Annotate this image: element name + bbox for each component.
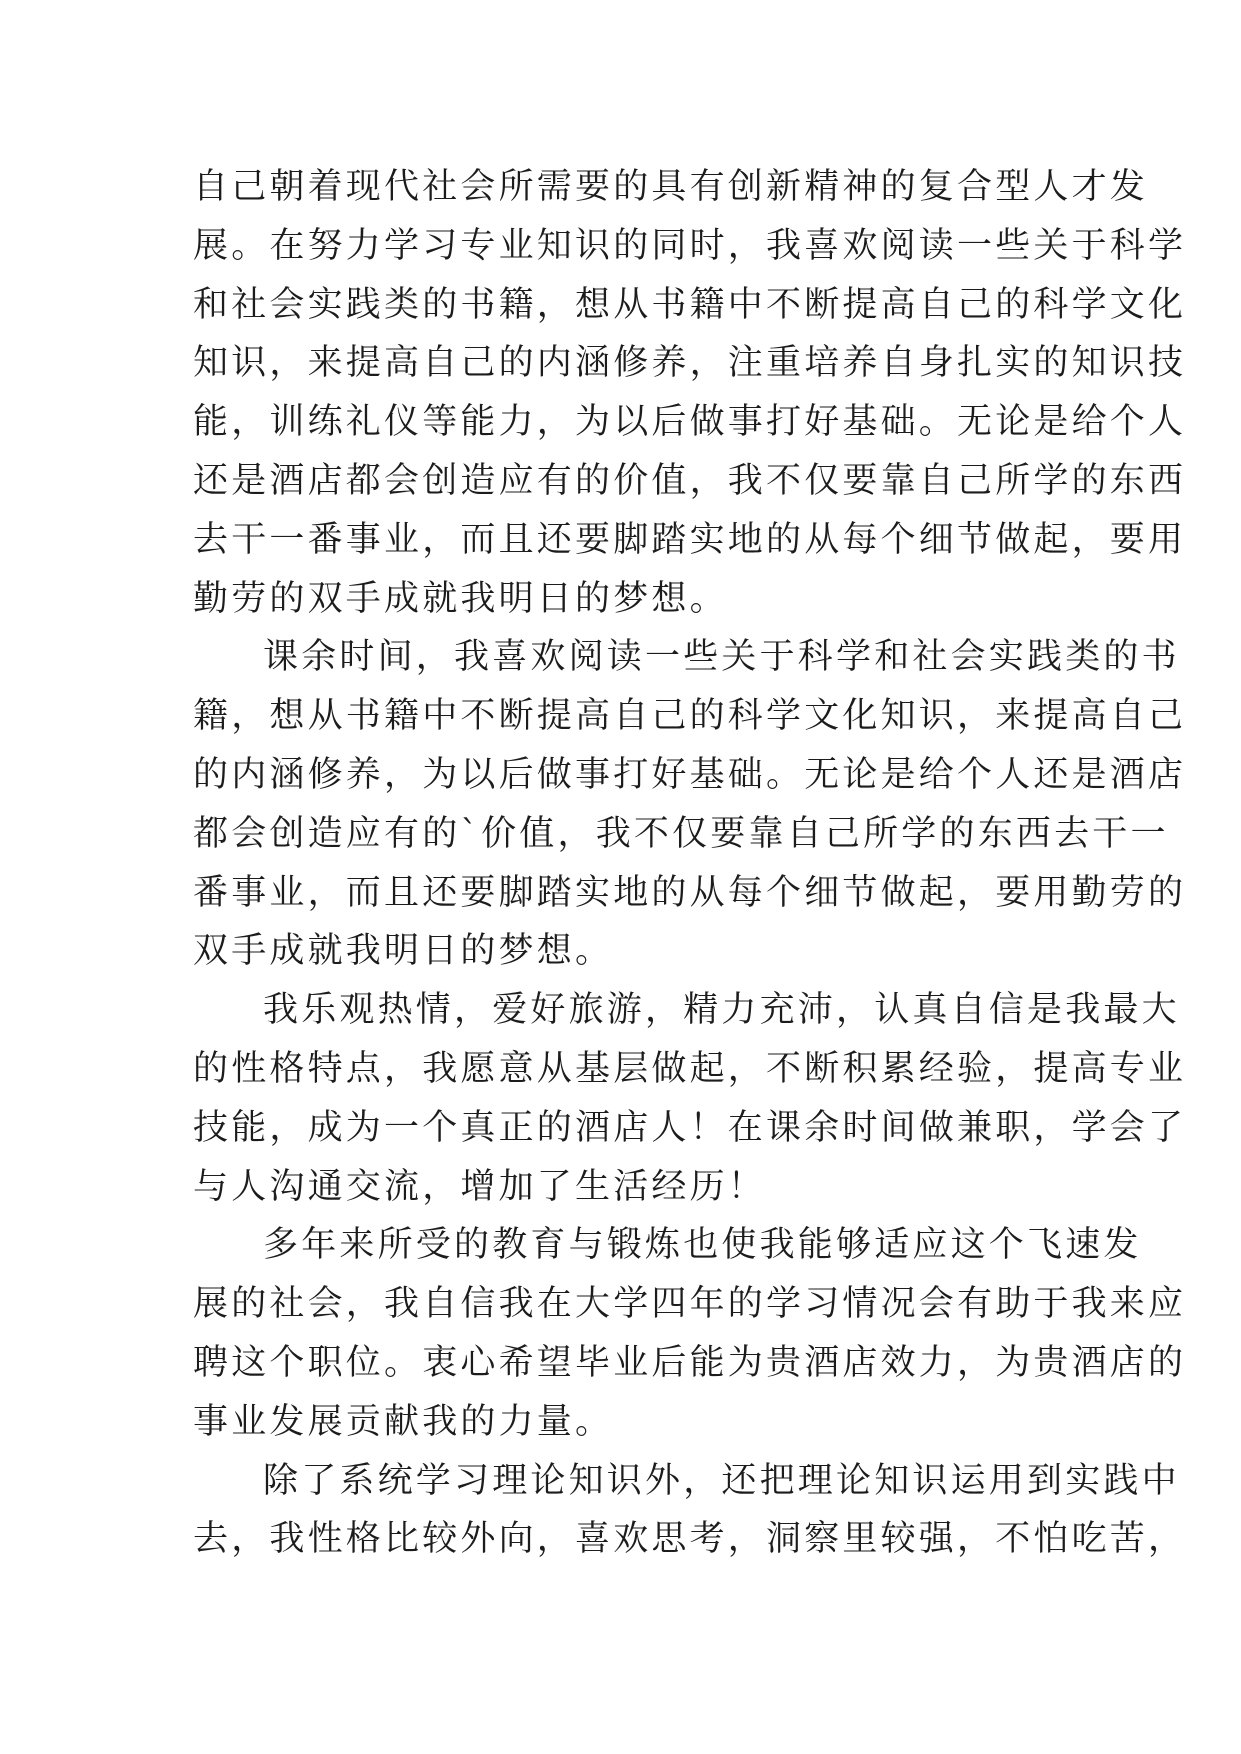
paragraph-line: 都会创造应有的`价值，我不仅要靠自己所学的东西去干一: [193, 813, 1169, 854]
paragraph-line: 还是酒店都会创造应有的价值，我不仅要靠自己所学的东西: [193, 460, 1187, 501]
paragraph-line: 展的社会，我自信我在大学四年的学习情况会有助于我来应: [193, 1284, 1187, 1325]
paragraph-line: 和社会实践类的书籍，想从书籍中不断提高自己的科学文化: [193, 284, 1187, 325]
paragraph-line: 去干一番事业，而且还要脚踏实地的从每个细节做起，要用: [193, 519, 1187, 560]
paragraph-line: 勤劳的双手成就我明日的梦想。: [193, 578, 728, 619]
paragraph-line: 番事业，而且还要脚踏实地的从每个细节做起，要用勤劳的: [193, 872, 1187, 913]
paragraph-line: 去，我性格比较外向，喜欢思考，洞察里较强，不怕吃苦，: [193, 1519, 1187, 1560]
paragraph-line: 课余时间，我喜欢阅读一些关于科学和社会实践类的书: [263, 637, 1180, 678]
paragraph-line: 知识，来提高自己的内涵修养，注重培养自身扎实的知识技: [193, 343, 1187, 384]
paragraph-line: 除了系统学习理论知识外，还把理论知识运用到实践中: [263, 1460, 1180, 1501]
paragraph-line: 双手成就我明日的梦想。: [193, 931, 614, 972]
paragraph-line: 的内涵修养，为以后做事打好基础。无论是给个人还是酒店: [193, 754, 1187, 795]
paragraph-line: 多年来所受的教育与锻炼也使我能够适应这个飞速发: [263, 1225, 1142, 1266]
paragraph-line: 与人沟通交流，增加了生活经历！: [193, 1166, 767, 1207]
paragraph-line: 技能，成为一个真正的酒店人！在课余时间做兼职，学会了: [193, 1107, 1187, 1148]
document-body: [193, 158, 1187, 1569]
paragraph-line: 事业发展贡献我的力量。: [193, 1401, 614, 1442]
paragraph-line: 籍，想从书籍中不断提高自己的科学文化知识，来提高自己: [193, 696, 1187, 737]
paragraph-line: 展。在努力学习专业知识的同时，我喜欢阅读一些关于科学: [193, 225, 1187, 266]
paragraph-line: 的性格特点，我愿意从基层做起，不断积累经验，提高专业: [193, 1048, 1187, 1089]
paragraph-line: 能，训练礼仪等能力，为以后做事打好基础。无论是给个人: [193, 402, 1187, 443]
paragraph-line: 自己朝着现代社会所需要的具有创新精神的复合型人才发: [193, 167, 1149, 207]
paragraph-line: 聘这个职位。衷心希望毕业后能为贵酒店效力，为贵酒店的: [193, 1342, 1187, 1383]
paragraph-line: 我乐观热情，爱好旅游，精力充沛，认真自信是我最大: [263, 990, 1180, 1031]
